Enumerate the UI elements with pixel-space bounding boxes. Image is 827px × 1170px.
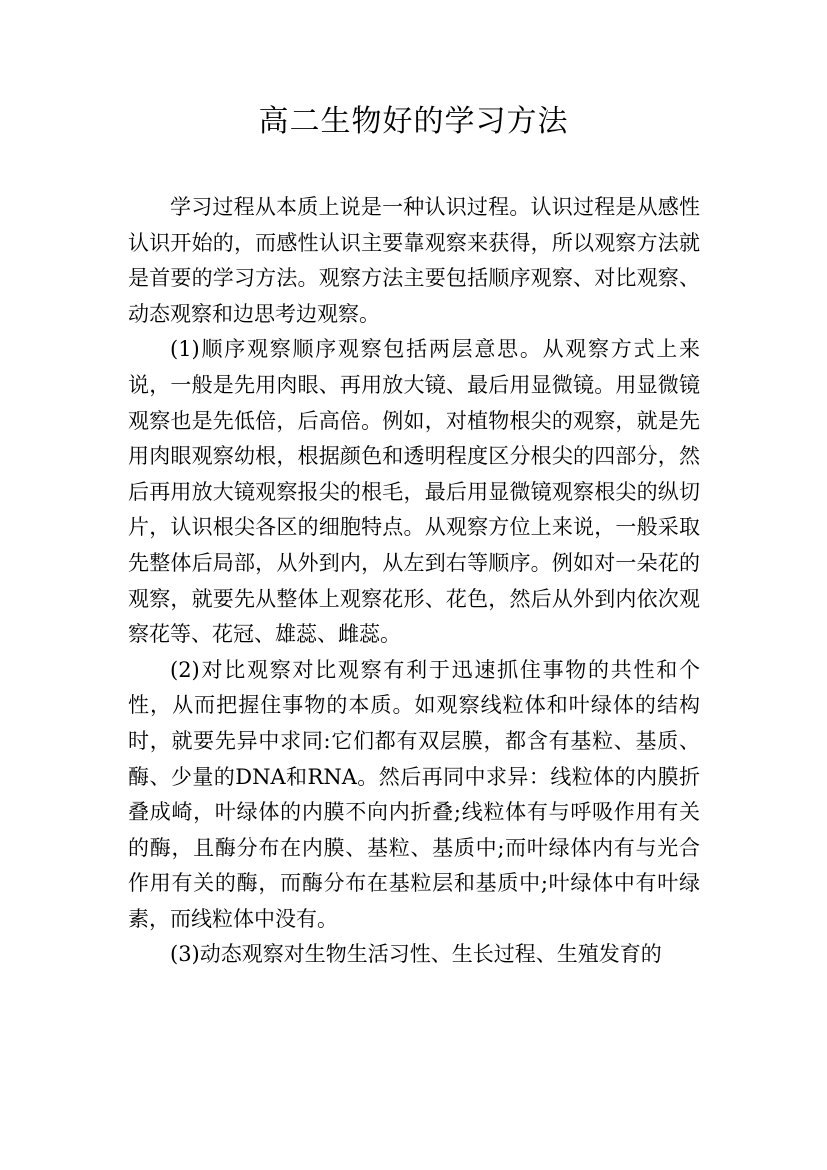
document-body <box>128 190 700 973</box>
paragraph-comparative-observation: (2)对比观察对比观察有利于迅速抓住事物的共性和个性，从而把握住事物的本质。如观察线粒体和叶绿体的结构时，就要先异中求同:它们都有双层膜，都含有基粒、基质、酶、少量的DNA和RNA。然后再同中求异：线粒体的内膜折叠成崎，叶绿体的内膜不向内折叠;线粒体有与呼吸作用有关的酶，且酶分布在内膜、基粒、基质中;而叶绿体内有与光合作用有关的酶，而酶分布在基粒层和基质中;叶绿体中有叶绿素，而线粒体中没有。 <box>128 657 700 931</box>
page-title: 高二生物好的学习方法 <box>258 104 569 139</box>
paragraph-sequential-observation: (1)顺序观察顺序观察包括两层意思。从观察方式上来说，一般是先用肉眼、再用放大镜、最后用显微镜。用显微镜观察也是先低倍，后高倍。例如，对植物根尖的观察，就是先用肉眼观察幼根，根据颜色和透明程度区分根尖的四部分，然后再用放大镜观察报尖的根毛，最后用显微镜观察根尖的纵切片，认识根尖各区的细胞特点。从观察方位上来说，一般采取先整体后局部，从外到内，从左到右等顺序。例如对一朵花的观察，就要先从整体上观察花形、花色，然后从外到内依次观察花等、花冠、雄蕊、雌蕊。 <box>128 337 700 647</box>
paragraph-dynamic-observation: (3)动态观察对生物生活习性、生长过程、生殖发育的 <box>170 942 662 967</box>
paragraph-intro: 学习过程从本质上说是一种认识过程。认识过程是从感性认识开始的，而感性认识主要靠观察来获得，所以观察方法就是首要的学习方法。观察方法主要包括顺序观察、对比观察、动态观察和边思考边观察。 <box>128 195 700 326</box>
